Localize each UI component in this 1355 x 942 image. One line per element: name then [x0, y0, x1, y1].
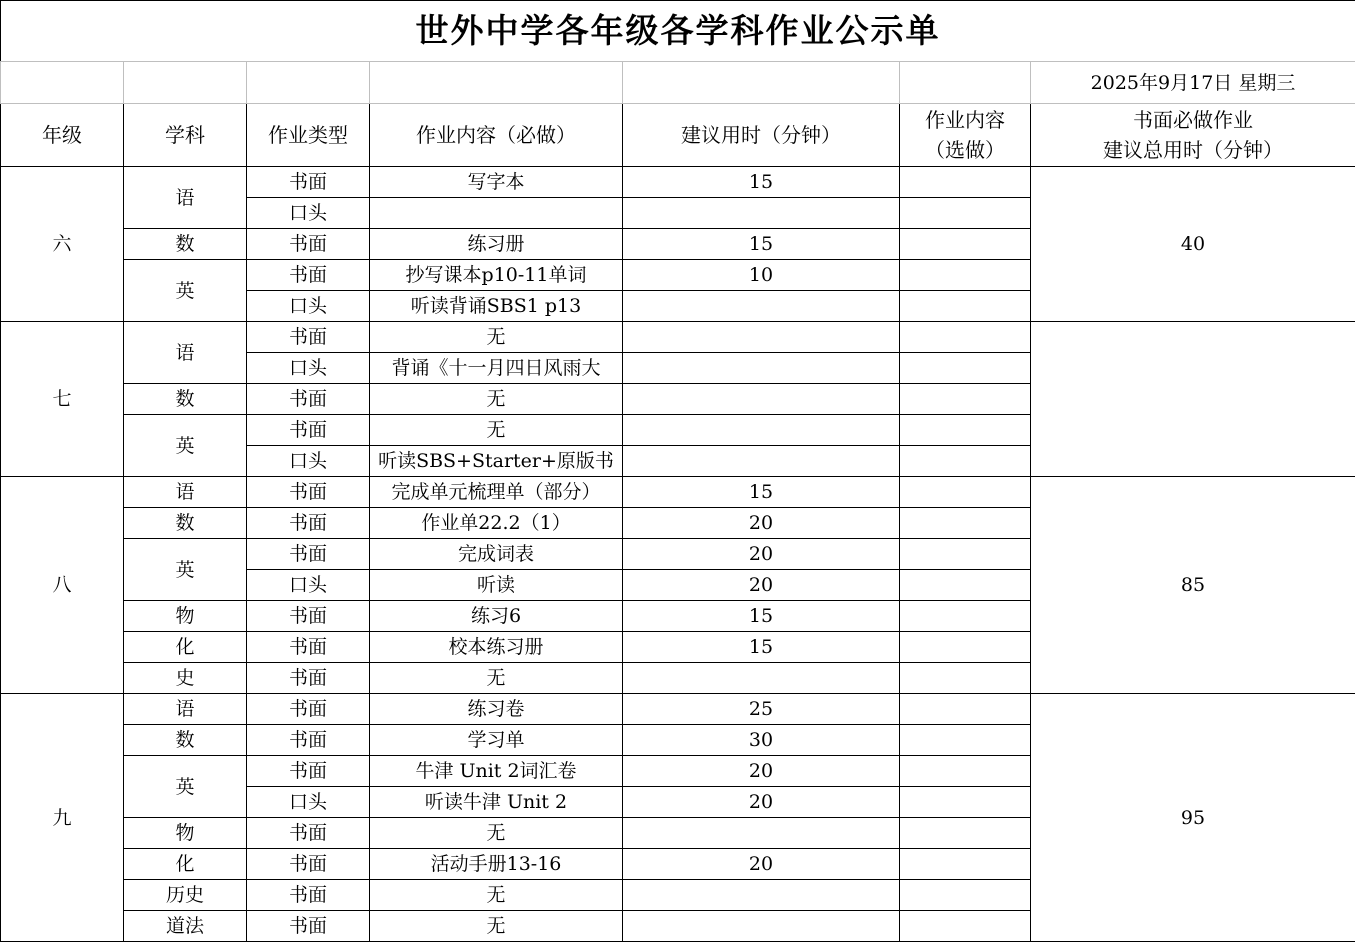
- time-cell: 25: [623, 694, 900, 725]
- optional-cell: [900, 911, 1031, 942]
- time-cell: 20: [623, 849, 900, 880]
- content-cell: 无: [370, 911, 623, 942]
- content-cell: 活动手册13-16: [370, 849, 623, 880]
- content-cell: 无: [370, 415, 623, 446]
- header-total: [1031, 104, 1355, 167]
- time-cell: [623, 880, 900, 911]
- header-time: 建议用时（分钟）: [623, 104, 900, 167]
- header-required: 作业内容（必做）: [370, 104, 623, 167]
- blank-cell: [623, 62, 900, 104]
- content-cell: 牛津 Unit 2词汇卷: [370, 756, 623, 787]
- type-cell: 书面: [247, 260, 370, 291]
- optional-cell: [900, 477, 1031, 508]
- optional-cell: [900, 632, 1031, 663]
- time-cell: 20: [623, 787, 900, 818]
- header-optional: [900, 104, 1031, 167]
- optional-cell: [900, 508, 1031, 539]
- content-cell: 作业单22.2（1）: [370, 508, 623, 539]
- type-cell: 书面: [247, 725, 370, 756]
- time-cell: [623, 663, 900, 694]
- subject-cell: 数: [124, 384, 247, 415]
- subject-cell: 英: [124, 539, 247, 601]
- optional-cell: [900, 384, 1031, 415]
- subject-cell: 英: [124, 415, 247, 477]
- content-cell: 无: [370, 818, 623, 849]
- content-cell: 听读牛津 Unit 2: [370, 787, 623, 818]
- table-row: [1, 477, 1355, 508]
- grade-cell: 八: [1, 477, 124, 694]
- blank-cell: [1, 62, 124, 104]
- content-cell: 完成词表: [370, 539, 623, 570]
- time-cell: [623, 353, 900, 384]
- content-cell: 无: [370, 322, 623, 353]
- type-cell: 口头: [247, 446, 370, 477]
- content-cell: 无: [370, 384, 623, 415]
- content-cell: 抄写课本p10-11单词: [370, 260, 623, 291]
- page-title: 世外中学各年级各学科作业公示单: [1, 1, 1355, 62]
- time-cell: 30: [623, 725, 900, 756]
- type-cell: 书面: [247, 477, 370, 508]
- table-row: [1, 167, 1355, 198]
- optional-cell: [900, 725, 1031, 756]
- time-cell: 15: [623, 601, 900, 632]
- time-cell: 20: [623, 539, 900, 570]
- type-cell: 书面: [247, 694, 370, 725]
- type-cell: 书面: [247, 880, 370, 911]
- subject-cell: 语: [124, 167, 247, 229]
- header-total-line2: 建议总用时（分钟）: [1103, 138, 1283, 162]
- header-row: [1, 104, 1355, 167]
- grade-cell: 六: [1, 167, 124, 322]
- date-row: [1, 62, 1355, 104]
- type-cell: 书面: [247, 384, 370, 415]
- date-label: 2025年9月17日 星期三: [1031, 62, 1355, 104]
- header-type: 作业类型: [247, 104, 370, 167]
- type-cell: 书面: [247, 632, 370, 663]
- total-time-cell: 95: [1031, 694, 1355, 942]
- time-cell: 15: [623, 229, 900, 260]
- type-cell: 书面: [247, 849, 370, 880]
- grade-cell: 九: [1, 694, 124, 942]
- time-cell: 15: [623, 167, 900, 198]
- optional-cell: [900, 415, 1031, 446]
- type-cell: 书面: [247, 167, 370, 198]
- time-cell: [623, 322, 900, 353]
- type-cell: 书面: [247, 229, 370, 260]
- subject-cell: 语: [124, 322, 247, 384]
- header-optional-line2: （选做）: [925, 138, 1005, 162]
- subject-cell: 物: [124, 818, 247, 849]
- content-cell: 写字本: [370, 167, 623, 198]
- content-cell: 完成单元梳理单（部分）: [370, 477, 623, 508]
- optional-cell: [900, 880, 1031, 911]
- time-cell: [623, 291, 900, 322]
- header-total-line1: 书面必做作业: [1133, 108, 1253, 132]
- time-cell: 10: [623, 260, 900, 291]
- type-cell: 口头: [247, 353, 370, 384]
- content-cell: 听读: [370, 570, 623, 601]
- optional-cell: [900, 229, 1031, 260]
- blank-cell: [900, 62, 1031, 104]
- table-row: [1, 694, 1355, 725]
- optional-cell: [900, 663, 1031, 694]
- subject-cell: 数: [124, 508, 247, 539]
- optional-cell: [900, 446, 1031, 477]
- optional-cell: [900, 260, 1031, 291]
- subject-cell: 化: [124, 849, 247, 880]
- content-cell: 练习卷: [370, 694, 623, 725]
- time-cell: [623, 198, 900, 229]
- time-cell: [623, 446, 900, 477]
- optional-cell: [900, 849, 1031, 880]
- subject-cell: 数: [124, 725, 247, 756]
- time-cell: 15: [623, 632, 900, 663]
- content-cell: [370, 198, 623, 229]
- table-row: [1, 322, 1355, 353]
- optional-cell: [900, 570, 1031, 601]
- type-cell: 书面: [247, 539, 370, 570]
- type-cell: 口头: [247, 787, 370, 818]
- content-cell: 校本练习册: [370, 632, 623, 663]
- subject-cell: 语: [124, 477, 247, 508]
- total-time-cell: [1031, 322, 1355, 477]
- content-cell: 背诵《十一月四日风雨大: [370, 353, 623, 384]
- total-time-cell: 85: [1031, 477, 1355, 694]
- subject-cell: 史: [124, 663, 247, 694]
- subject-cell: 道法: [124, 911, 247, 942]
- type-cell: 书面: [247, 756, 370, 787]
- blank-cell: [124, 62, 247, 104]
- blank-cell: [247, 62, 370, 104]
- subject-cell: 物: [124, 601, 247, 632]
- time-cell: 20: [623, 756, 900, 787]
- type-cell: 口头: [247, 198, 370, 229]
- subject-cell: 英: [124, 260, 247, 322]
- type-cell: 书面: [247, 663, 370, 694]
- type-cell: 书面: [247, 601, 370, 632]
- optional-cell: [900, 694, 1031, 725]
- optional-cell: [900, 539, 1031, 570]
- optional-cell: [900, 601, 1031, 632]
- blank-cell: [370, 62, 623, 104]
- optional-cell: [900, 787, 1031, 818]
- content-cell: 学习单: [370, 725, 623, 756]
- time-cell: [623, 818, 900, 849]
- type-cell: 书面: [247, 322, 370, 353]
- time-cell: 20: [623, 508, 900, 539]
- time-cell: [623, 911, 900, 942]
- optional-cell: [900, 291, 1031, 322]
- content-cell: 无: [370, 880, 623, 911]
- content-cell: 无: [370, 663, 623, 694]
- optional-cell: [900, 818, 1031, 849]
- subject-cell: 语: [124, 694, 247, 725]
- subject-cell: 历史: [124, 880, 247, 911]
- time-cell: 20: [623, 570, 900, 601]
- grade-cell: 七: [1, 322, 124, 477]
- type-cell: 口头: [247, 291, 370, 322]
- type-cell: 书面: [247, 818, 370, 849]
- optional-cell: [900, 198, 1031, 229]
- header-subject: 学科: [124, 104, 247, 167]
- content-cell: 听读SBS+Starter+原版书: [370, 446, 623, 477]
- type-cell: 口头: [247, 570, 370, 601]
- time-cell: 15: [623, 477, 900, 508]
- content-cell: 练习册: [370, 229, 623, 260]
- content-cell: 听读背诵SBS1 p13: [370, 291, 623, 322]
- time-cell: [623, 384, 900, 415]
- header-grade: 年级: [1, 104, 124, 167]
- header-optional-line1: 作业内容: [925, 108, 1005, 132]
- time-cell: [623, 415, 900, 446]
- optional-cell: [900, 756, 1031, 787]
- optional-cell: [900, 353, 1031, 384]
- content-cell: 练习6: [370, 601, 623, 632]
- type-cell: 书面: [247, 911, 370, 942]
- subject-cell: 英: [124, 756, 247, 818]
- subject-cell: 数: [124, 229, 247, 260]
- subject-cell: 化: [124, 632, 247, 663]
- optional-cell: [900, 167, 1031, 198]
- type-cell: 书面: [247, 415, 370, 446]
- optional-cell: [900, 322, 1031, 353]
- type-cell: 书面: [247, 508, 370, 539]
- total-time-cell: 40: [1031, 167, 1355, 322]
